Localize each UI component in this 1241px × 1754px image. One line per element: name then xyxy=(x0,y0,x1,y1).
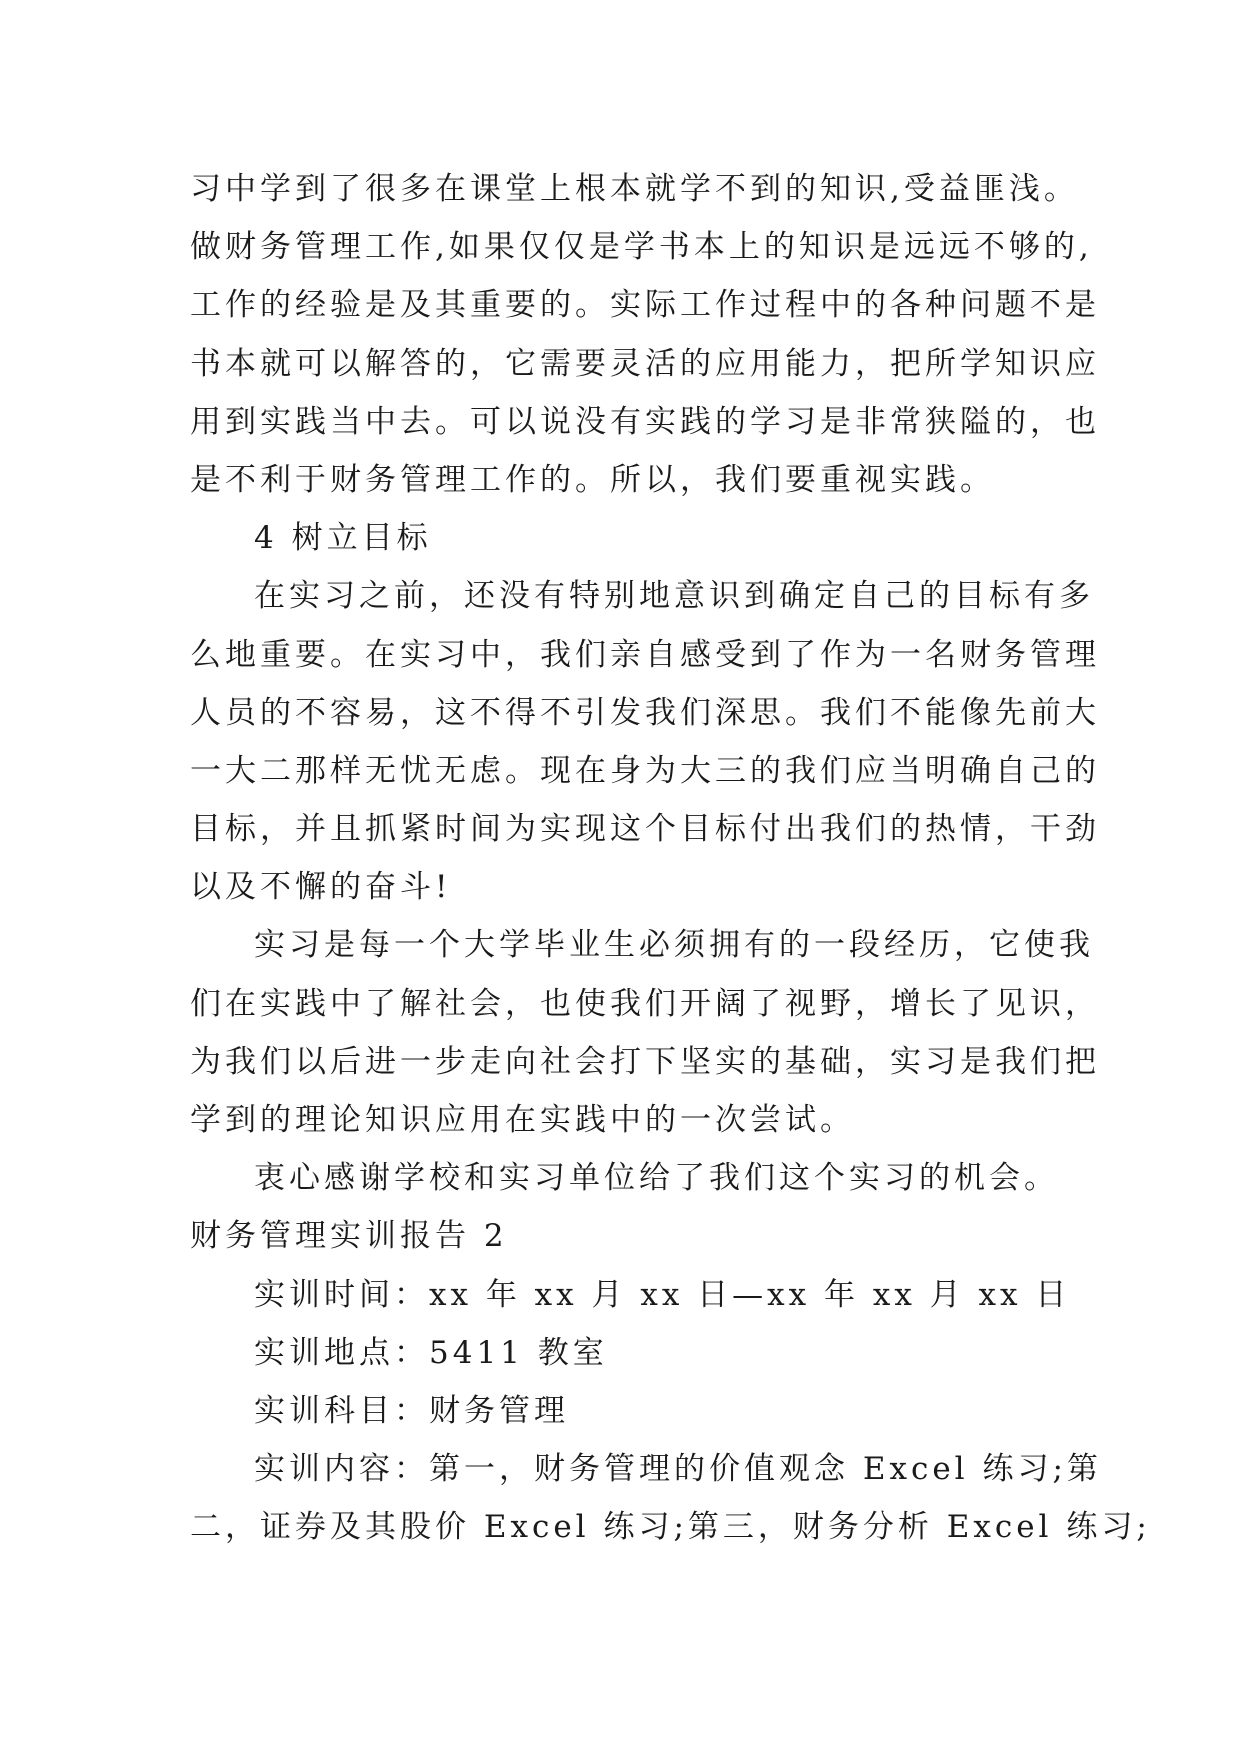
text-line: 们在实践中了解社会，也使我们开阔了视野，增长了见识， xyxy=(190,985,1100,1022)
text-line: 么地重要。在实习中，我们亲自感受到了作为一名财务管理 xyxy=(190,636,1100,673)
text-line: 做财务管理工作,如果仅仅是学书本上的知识是远远不够的, xyxy=(190,229,1093,266)
text-line: 是不利于财务管理工作的。所以，我们要重视实践。 xyxy=(190,461,995,498)
text-line: 衷心感谢学校和实习单位给了我们这个实习的机会。 xyxy=(254,1160,1059,1197)
text-line: 以及不懈的奋斗! xyxy=(190,869,452,906)
training-time: 实训时间：xx 年 xx 月 xx 日—xx 年 xx 月 xx 日 xyxy=(254,1276,1071,1313)
document-body xyxy=(190,160,1151,1557)
text-line: 人员的不容易，这不得不引发我们深思。我们不能像先前大 xyxy=(190,694,1100,731)
text-line: 在实习之前，还没有特别地意识到确定自己的目标有多 xyxy=(254,578,1094,615)
text-line: 二，证券及其股价 Excel 练习;第三，财务分析 Excel 练习; xyxy=(190,1509,1151,1546)
text-line: 实习是每一个大学毕业生必须拥有的一段经历，它使我 xyxy=(254,927,1094,964)
text-line: 为我们以后进一步走向社会打下坚实的基础，实习是我们把 xyxy=(190,1043,1100,1080)
text-line: 目标，并且抓紧时间为实现这个目标付出我们的热情，干劲 xyxy=(190,811,1100,848)
text-line: 学到的理论知识应用在实践中的一次尝试。 xyxy=(190,1102,855,1138)
report-title: 财务管理实训报告 2 xyxy=(190,1218,508,1255)
training-subject: 实训科目：财务管理 xyxy=(254,1392,569,1429)
text-line: 书本就可以解答的，它需要灵活的应用能力，把所学知识应 xyxy=(190,345,1100,382)
text-line: 习中学到了很多在课堂上根本就学不到的知识,受益匪浅。 xyxy=(190,171,1079,207)
text-line: 一大二那样无忧无虑。现在身为大三的我们应当明确自己的 xyxy=(190,752,1100,789)
training-content: 实训内容：第一，财务管理的价值观念 Excel 练习;第 xyxy=(254,1451,1102,1488)
text-line: 用到实践当中去。可以说没有实践的学习是非常狭隘的，也 xyxy=(190,403,1100,440)
text-line: 工作的经验是及其重要的。实际工作过程中的各种问题不是 xyxy=(190,287,1100,324)
training-location: 实训地点：5411 教室 xyxy=(254,1334,608,1371)
section-heading: 4 树立目标 xyxy=(254,520,432,557)
